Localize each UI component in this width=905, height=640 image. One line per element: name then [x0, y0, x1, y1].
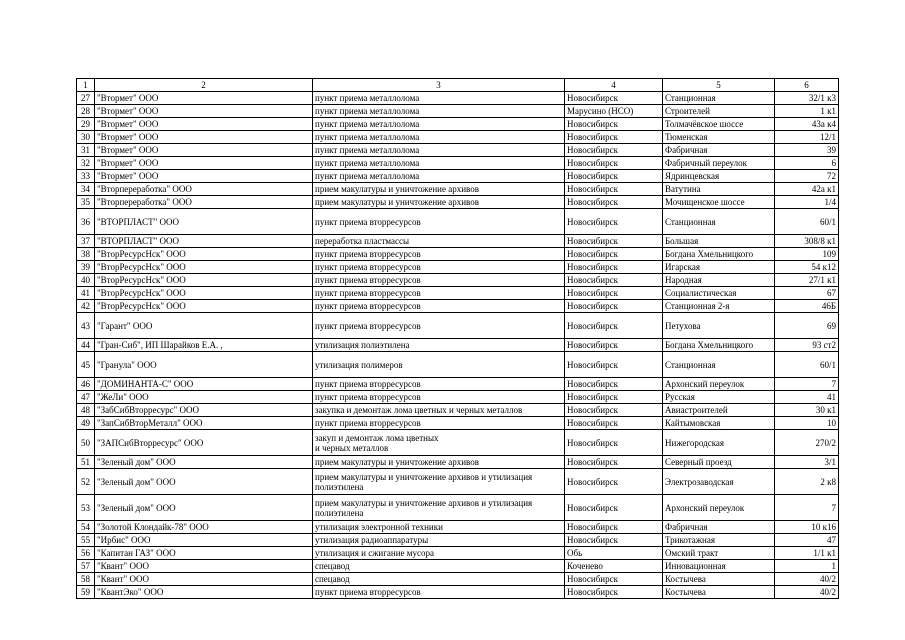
- activity-cell: пункт приема вторресурсов: [313, 261, 565, 274]
- row-number: 44: [77, 339, 95, 352]
- house-cell: 6: [775, 157, 839, 170]
- street-cell: Фабричный переулок: [663, 157, 775, 170]
- house-cell: 60/1: [775, 209, 839, 235]
- row-number: 29: [77, 118, 95, 131]
- city-cell: Новосибирск: [565, 417, 663, 430]
- row-number: 52: [77, 469, 95, 495]
- activity-cell: пункт приема металлолома: [313, 144, 565, 157]
- table-row: [77, 521, 839, 534]
- house-cell: 1 к1: [775, 105, 839, 118]
- row-number: 41: [77, 287, 95, 300]
- row-number: 39: [77, 261, 95, 274]
- organization-cell: "ЗАПСибВторресурс" ООО: [95, 430, 313, 456]
- house-cell: 1: [775, 560, 839, 573]
- organization-cell: "Гранула" ООО: [95, 352, 313, 378]
- activity-cell: спецавод: [313, 573, 565, 586]
- organization-cell: "Втормет" ООО: [95, 144, 313, 157]
- table-row: [77, 378, 839, 391]
- house-cell: 7: [775, 378, 839, 391]
- registry-table: [76, 78, 839, 599]
- street-cell: Большая: [663, 235, 775, 248]
- organization-cell: "ВторРесурсНск" ООО: [95, 248, 313, 261]
- organization-cell: "ВторРесурсНск" ООО: [95, 261, 313, 274]
- activity-cell: пункт приема вторресурсов: [313, 287, 565, 300]
- street-cell: Петухова: [663, 313, 775, 339]
- table-row: [77, 560, 839, 573]
- activity-cell: пункт приема вторресурсов: [313, 391, 565, 404]
- house-cell: 67: [775, 287, 839, 300]
- city-cell: Новосибирск: [565, 196, 663, 209]
- table-row: [77, 274, 839, 287]
- city-cell: Новосибирск: [565, 92, 663, 105]
- street-cell: Фабричная: [663, 521, 775, 534]
- table-row: [77, 209, 839, 235]
- activity-cell: пункт приема металлолома: [313, 170, 565, 183]
- house-cell: 39: [775, 144, 839, 157]
- city-cell: Новосибирск: [565, 144, 663, 157]
- city-cell: Обь: [565, 547, 663, 560]
- header-cell-5: 5: [663, 79, 775, 92]
- city-cell: Новосибирск: [565, 170, 663, 183]
- activity-cell: пункт приема металлолома: [313, 92, 565, 105]
- table-row: [77, 339, 839, 352]
- table-row: [77, 157, 839, 170]
- street-cell: Игарская: [663, 261, 775, 274]
- house-cell: 40/2: [775, 586, 839, 599]
- row-number: 27: [77, 92, 95, 105]
- table-row: [77, 235, 839, 248]
- street-cell: Нижегородская: [663, 430, 775, 456]
- row-number: 34: [77, 183, 95, 196]
- organization-cell: "Втормет" ООО: [95, 105, 313, 118]
- table-row: [77, 495, 839, 521]
- city-cell: Коченево: [565, 560, 663, 573]
- activity-cell: прием макулатуры и уничтожение архивов: [313, 456, 565, 469]
- house-cell: 69: [775, 313, 839, 339]
- table-row: [77, 456, 839, 469]
- row-number: 57: [77, 560, 95, 573]
- table-row: [77, 118, 839, 131]
- street-cell: Авиастроителей: [663, 404, 775, 417]
- activity-cell: утилизация полиэтилена: [313, 339, 565, 352]
- city-cell: Новосибирск: [565, 235, 663, 248]
- row-number: 56: [77, 547, 95, 560]
- street-cell: Костычева: [663, 586, 775, 599]
- house-cell: 12/1: [775, 131, 839, 144]
- activity-cell: спецавод: [313, 560, 565, 573]
- city-cell: Новосибирск: [565, 313, 663, 339]
- row-number: 38: [77, 248, 95, 261]
- street-cell: Инновационная: [663, 560, 775, 573]
- activity-cell: пункт приема вторресурсов: [313, 274, 565, 287]
- city-cell: Новосибирск: [565, 495, 663, 521]
- street-cell: Архонский переулок: [663, 378, 775, 391]
- house-cell: 7: [775, 495, 839, 521]
- city-cell: Новосибирск: [565, 131, 663, 144]
- table-row: [77, 144, 839, 157]
- house-cell: 46Б: [775, 300, 839, 313]
- house-cell: 40/2: [775, 573, 839, 586]
- street-cell: Русская: [663, 391, 775, 404]
- street-cell: Богдана Хмельницкого: [663, 248, 775, 261]
- street-cell: Народная: [663, 274, 775, 287]
- house-cell: 10 к16: [775, 521, 839, 534]
- activity-cell: прием макулатуры и уничтожение архивов и утилизация полиэтилена: [313, 469, 565, 495]
- row-number: 28: [77, 105, 95, 118]
- house-cell: 32/1 к3: [775, 92, 839, 105]
- organization-cell: "Квант" ООО: [95, 560, 313, 573]
- row-number: 49: [77, 417, 95, 430]
- street-cell: Строителей: [663, 105, 775, 118]
- table-row: [77, 586, 839, 599]
- city-cell: Новосибирск: [565, 469, 663, 495]
- row-number: 47: [77, 391, 95, 404]
- organization-cell: "ДОМИНАНТА-С" ООО: [95, 378, 313, 391]
- row-number: 30: [77, 131, 95, 144]
- organization-cell: "Ирбис" ООО: [95, 534, 313, 547]
- activity-cell: пункт приема вторресурсов: [313, 248, 565, 261]
- organization-cell: "Зеленый дом" ООО: [95, 456, 313, 469]
- street-cell: Ядринцевская: [663, 170, 775, 183]
- table-row: [77, 248, 839, 261]
- row-number: 54: [77, 521, 95, 534]
- table-row: [77, 430, 839, 456]
- house-cell: 10: [775, 417, 839, 430]
- street-cell: Омский тракт: [663, 547, 775, 560]
- street-cell: Станционная 2-я: [663, 300, 775, 313]
- activity-cell: прием макулатуры и уничтожение архивов: [313, 196, 565, 209]
- organization-cell: "ВТОРПЛАСТ" ООО: [95, 235, 313, 248]
- street-cell: Северный проезд: [663, 456, 775, 469]
- activity-cell: прием макулатуры и уничтожение архивов и утилизация полиэтилена: [313, 495, 565, 521]
- activity-cell: пункт приема вторресурсов: [313, 209, 565, 235]
- organization-cell: "ВТОРПЛАСТ" ООО: [95, 209, 313, 235]
- city-cell: Новосибирск: [565, 248, 663, 261]
- city-cell: Новосибирск: [565, 521, 663, 534]
- table-row: [77, 300, 839, 313]
- organization-cell: "Вторпереработка" ООО: [95, 183, 313, 196]
- activity-cell: утилизация радиоаппаратуры: [313, 534, 565, 547]
- activity-cell: пункт приема вторресурсов: [313, 417, 565, 430]
- table-row: [77, 313, 839, 339]
- city-cell: Новосибирск: [565, 339, 663, 352]
- organization-cell: "Гран-Сиб", ИП Шарайков Е.А. ,: [95, 339, 313, 352]
- city-cell: Новосибирск: [565, 118, 663, 131]
- street-cell: Станционная: [663, 92, 775, 105]
- organization-cell: "ВторРесурсНск" ООО: [95, 287, 313, 300]
- activity-cell: пункт приема вторресурсов: [313, 586, 565, 599]
- house-cell: 60/1: [775, 352, 839, 378]
- row-number: 32: [77, 157, 95, 170]
- city-cell: Новосибирск: [565, 287, 663, 300]
- organization-cell: "ЗабСибВторресурс" ООО: [95, 404, 313, 417]
- city-cell: Марусино (НСО): [565, 105, 663, 118]
- city-cell: Новосибирск: [565, 261, 663, 274]
- organization-cell: "ВторРесурсНск" ООО: [95, 274, 313, 287]
- header-row: [77, 79, 839, 92]
- street-cell: Станционная: [663, 209, 775, 235]
- house-cell: 1/4: [775, 196, 839, 209]
- row-number: 43: [77, 313, 95, 339]
- house-cell: 43а к4: [775, 118, 839, 131]
- table-row: [77, 352, 839, 378]
- table-row: [77, 287, 839, 300]
- city-cell: Новосибирск: [565, 391, 663, 404]
- street-cell: Ватутина: [663, 183, 775, 196]
- street-cell: Социалистическая: [663, 287, 775, 300]
- activity-cell: закупка и демонтаж лома цветных и черных металлов: [313, 404, 565, 417]
- activity-cell: пункт приема металлолома: [313, 157, 565, 170]
- table-row: [77, 131, 839, 144]
- table-row: [77, 170, 839, 183]
- header-cell-4: 4: [565, 79, 663, 92]
- organization-cell: "Втормет" ООО: [95, 170, 313, 183]
- table-row: [77, 92, 839, 105]
- organization-cell: "Капитан ГАЗ" ООО: [95, 547, 313, 560]
- organization-cell: "Зеленый дом" ООО: [95, 469, 313, 495]
- organization-cell: "ЖеЛи" ООО: [95, 391, 313, 404]
- header-cell-2: 2: [95, 79, 313, 92]
- city-cell: Новосибирск: [565, 534, 663, 547]
- city-cell: Новосибирск: [565, 573, 663, 586]
- house-cell: 93 ст2: [775, 339, 839, 352]
- street-cell: Фабричная: [663, 144, 775, 157]
- organization-cell: "Квант" ООО: [95, 573, 313, 586]
- table-row: [77, 417, 839, 430]
- activity-cell: утилизация полимеров: [313, 352, 565, 378]
- table-row: [77, 196, 839, 209]
- organization-cell: "Зеленый дом" ООО: [95, 495, 313, 521]
- row-number: 40: [77, 274, 95, 287]
- organization-cell: "Гарант" ООО: [95, 313, 313, 339]
- organization-cell: "Втормет" ООО: [95, 118, 313, 131]
- house-cell: 47: [775, 534, 839, 547]
- city-cell: Новосибирск: [565, 378, 663, 391]
- house-cell: 270/2: [775, 430, 839, 456]
- table-row: [77, 404, 839, 417]
- row-number: 33: [77, 170, 95, 183]
- activity-cell: пункт приема металлолома: [313, 131, 565, 144]
- row-number: 48: [77, 404, 95, 417]
- street-cell: Костычева: [663, 573, 775, 586]
- row-number: 59: [77, 586, 95, 599]
- organization-cell: "Вторпереработка" ООО: [95, 196, 313, 209]
- header-cell-1: 1: [77, 79, 95, 92]
- row-number: 55: [77, 534, 95, 547]
- row-number: 58: [77, 573, 95, 586]
- street-cell: Трикотажная: [663, 534, 775, 547]
- house-cell: 3/1: [775, 456, 839, 469]
- city-cell: Новосибирск: [565, 209, 663, 235]
- activity-cell: пункт приема металлолома: [313, 118, 565, 131]
- street-cell: Электрозаводская: [663, 469, 775, 495]
- house-cell: 54 к12: [775, 261, 839, 274]
- house-cell: 308/8 к1: [775, 235, 839, 248]
- organization-cell: "Втормет" ООО: [95, 92, 313, 105]
- header-cell-3: 3: [313, 79, 565, 92]
- house-cell: 27/1 к1: [775, 274, 839, 287]
- activity-cell: прием макулатуры и уничтожение архивов: [313, 183, 565, 196]
- organization-cell: "Втормет" ООО: [95, 131, 313, 144]
- row-number: 46: [77, 378, 95, 391]
- row-number: 36: [77, 209, 95, 235]
- house-cell: 1/1 к1: [775, 547, 839, 560]
- table-row: [77, 105, 839, 118]
- organization-cell: "КвантЭко" ООО: [95, 586, 313, 599]
- organization-cell: "Золотой Клондайк-78" ООО: [95, 521, 313, 534]
- table-row: [77, 573, 839, 586]
- table-row: [77, 534, 839, 547]
- organization-cell: "Втормет" ООО: [95, 157, 313, 170]
- table-row: [77, 391, 839, 404]
- activity-cell: пункт приема вторресурсов: [313, 378, 565, 391]
- row-number: 42: [77, 300, 95, 313]
- row-number: 35: [77, 196, 95, 209]
- city-cell: Новосибирск: [565, 183, 663, 196]
- city-cell: Новосибирск: [565, 586, 663, 599]
- activity-cell: пункт приема вторресурсов: [313, 300, 565, 313]
- street-cell: Станционная: [663, 352, 775, 378]
- city-cell: Новосибирск: [565, 274, 663, 287]
- house-cell: 41: [775, 391, 839, 404]
- activity-cell: пункт приема металлолома: [313, 105, 565, 118]
- header-cell-6: 6: [775, 79, 839, 92]
- street-cell: Толмачёвское шоссе: [663, 118, 775, 131]
- row-number: 51: [77, 456, 95, 469]
- activity-cell: утилизация и сжигание мусора: [313, 547, 565, 560]
- street-cell: Архонский переулок: [663, 495, 775, 521]
- organization-cell: "ЗапСибВторМеталл" ООО: [95, 417, 313, 430]
- house-cell: 2 к8: [775, 469, 839, 495]
- activity-cell: переработка пластмассы: [313, 235, 565, 248]
- table-row: [77, 547, 839, 560]
- city-cell: Новосибирск: [565, 300, 663, 313]
- row-number: 31: [77, 144, 95, 157]
- house-cell: 72: [775, 170, 839, 183]
- city-cell: Новосибирск: [565, 157, 663, 170]
- table-row: [77, 261, 839, 274]
- house-cell: 109: [775, 248, 839, 261]
- street-cell: Богдана Хмельницкого: [663, 339, 775, 352]
- house-cell: 42а к1: [775, 183, 839, 196]
- house-cell: 30 к1: [775, 404, 839, 417]
- table-row: [77, 469, 839, 495]
- row-number: 37: [77, 235, 95, 248]
- activity-cell: пункт приема вторресурсов: [313, 313, 565, 339]
- street-cell: Тюменская: [663, 131, 775, 144]
- city-cell: Новосибирск: [565, 404, 663, 417]
- activity-cell: утилизация электронной техники: [313, 521, 565, 534]
- table-row: [77, 183, 839, 196]
- row-number: 53: [77, 495, 95, 521]
- row-number: 50: [77, 430, 95, 456]
- street-cell: Кайтымовская: [663, 417, 775, 430]
- organization-cell: "ВторРесурсНск" ООО: [95, 300, 313, 313]
- city-cell: Новосибирск: [565, 352, 663, 378]
- activity-cell: закуп и демонтаж лома цветных и черных металлов: [313, 430, 565, 456]
- street-cell: Мочищенское шоссе: [663, 196, 775, 209]
- table-body: [77, 79, 839, 599]
- city-cell: Новосибирск: [565, 430, 663, 456]
- city-cell: Новосибирск: [565, 456, 663, 469]
- row-number: 45: [77, 352, 95, 378]
